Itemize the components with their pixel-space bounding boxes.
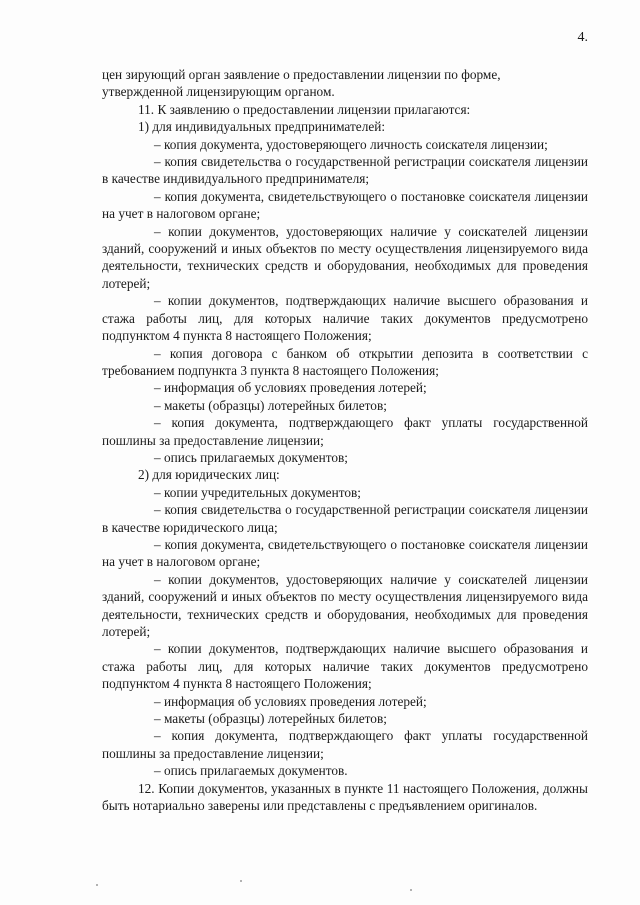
- list-item: – информация об условиях проведения лотерей;: [154, 693, 427, 709]
- list-item: – опись прилагаемых документов.: [154, 763, 348, 779]
- list-item: – копия договора с банком об открытии депозита в соответствии с требованием подпункта 3 пункта 8 настоящего Положения;: [102, 345, 588, 378]
- section-1-heading: 1) для индивидуальных предпринимателей:: [138, 119, 386, 135]
- page-number: 4.: [577, 30, 588, 45]
- list-item: – копия свидетельства о государственной регистрации соискателя лицензии в качестве юридического лица;: [102, 502, 588, 535]
- list-item: – копии документов, удостоверяющих наличие у соискателей лицензии зданий, сооружений и иных объектов по месту осуществления лицензируемого вида деятельности, технических средств и оборудования, необходимых для проведения лотерей;: [102, 223, 588, 291]
- list-item: – копии документов, удостоверяющих наличие у соискателей лицензии зданий, сооружений и иных объектов по месту осуществления лицензируемого вида деятельности, технических средств и оборудования, необходимых для проведения лотерей;: [102, 571, 588, 639]
- scan-speck: [240, 880, 242, 882]
- list-item: – копия свидетельства о государственной регистрации соискателя лицензии в качестве индивидуального предпринимателя;: [102, 154, 588, 187]
- intro-line-1: цен зирующий орган заявление о предоставлении лицензии по форме,: [102, 67, 501, 82]
- list-item: – копия документа, подтверждающего факт уплаты государственной пошлины за предоставление лицензии;: [102, 728, 588, 761]
- list-item: – информация об условиях проведения лотерей;: [154, 380, 427, 396]
- list-item: – копия документа, свидетельствующего о постановке соискателя лицензии на учет в налоговом органе;: [102, 536, 588, 570]
- section-2-list: [102, 484, 588, 780]
- list-item: – копии документов, подтверждающих наличие высшего образования и стажа работы лиц, для которых наличие таких документов предусмотрено подпунктом 4 пункта 8 настоящего Положения;: [102, 293, 588, 344]
- list-item: – копии документов, подтверждающих наличие высшего образования и стажа работы лиц, для которых наличие таких документов предусмотрено подпунктом 4 пункта 8 настоящего Положения;: [102, 641, 588, 692]
- scan-speck: [96, 884, 98, 886]
- list-item: – копия документа, удостоверяющего личность соискателя лицензии;: [154, 136, 548, 152]
- paragraph-12: 12. Копии документов, указанных в пункте 11 настоящего Положения, должны быть нотариально заверены или представлены с предъявлением оригиналов.: [102, 780, 588, 814]
- intro-line-2: утвержденной лицензирующим органом.: [102, 84, 335, 100]
- document-body: [102, 66, 588, 814]
- paragraph-11-heading: 11. К заявлению о предоставлении лицензии прилагаются:: [138, 101, 471, 117]
- list-item: – копия документа, свидетельствующего о постановке соискателя лицензии на учет в налоговом органе;: [102, 188, 588, 222]
- section-2-heading: 2) для юридических лиц:: [138, 467, 280, 483]
- list-item: – макеты (образцы) лотерейных билетов;: [154, 711, 387, 727]
- list-item: – опись прилагаемых документов;: [154, 449, 348, 465]
- list-item: – копия документа, подтверждающего факт уплаты государственной пошлины за предоставление лицензии;: [102, 415, 588, 448]
- section-1-list: [102, 136, 588, 467]
- list-item: – макеты (образцы) лотерейных билетов;: [154, 397, 387, 413]
- list-item: – копии учредительных документов;: [154, 484, 361, 500]
- scan-speck: [410, 889, 412, 891]
